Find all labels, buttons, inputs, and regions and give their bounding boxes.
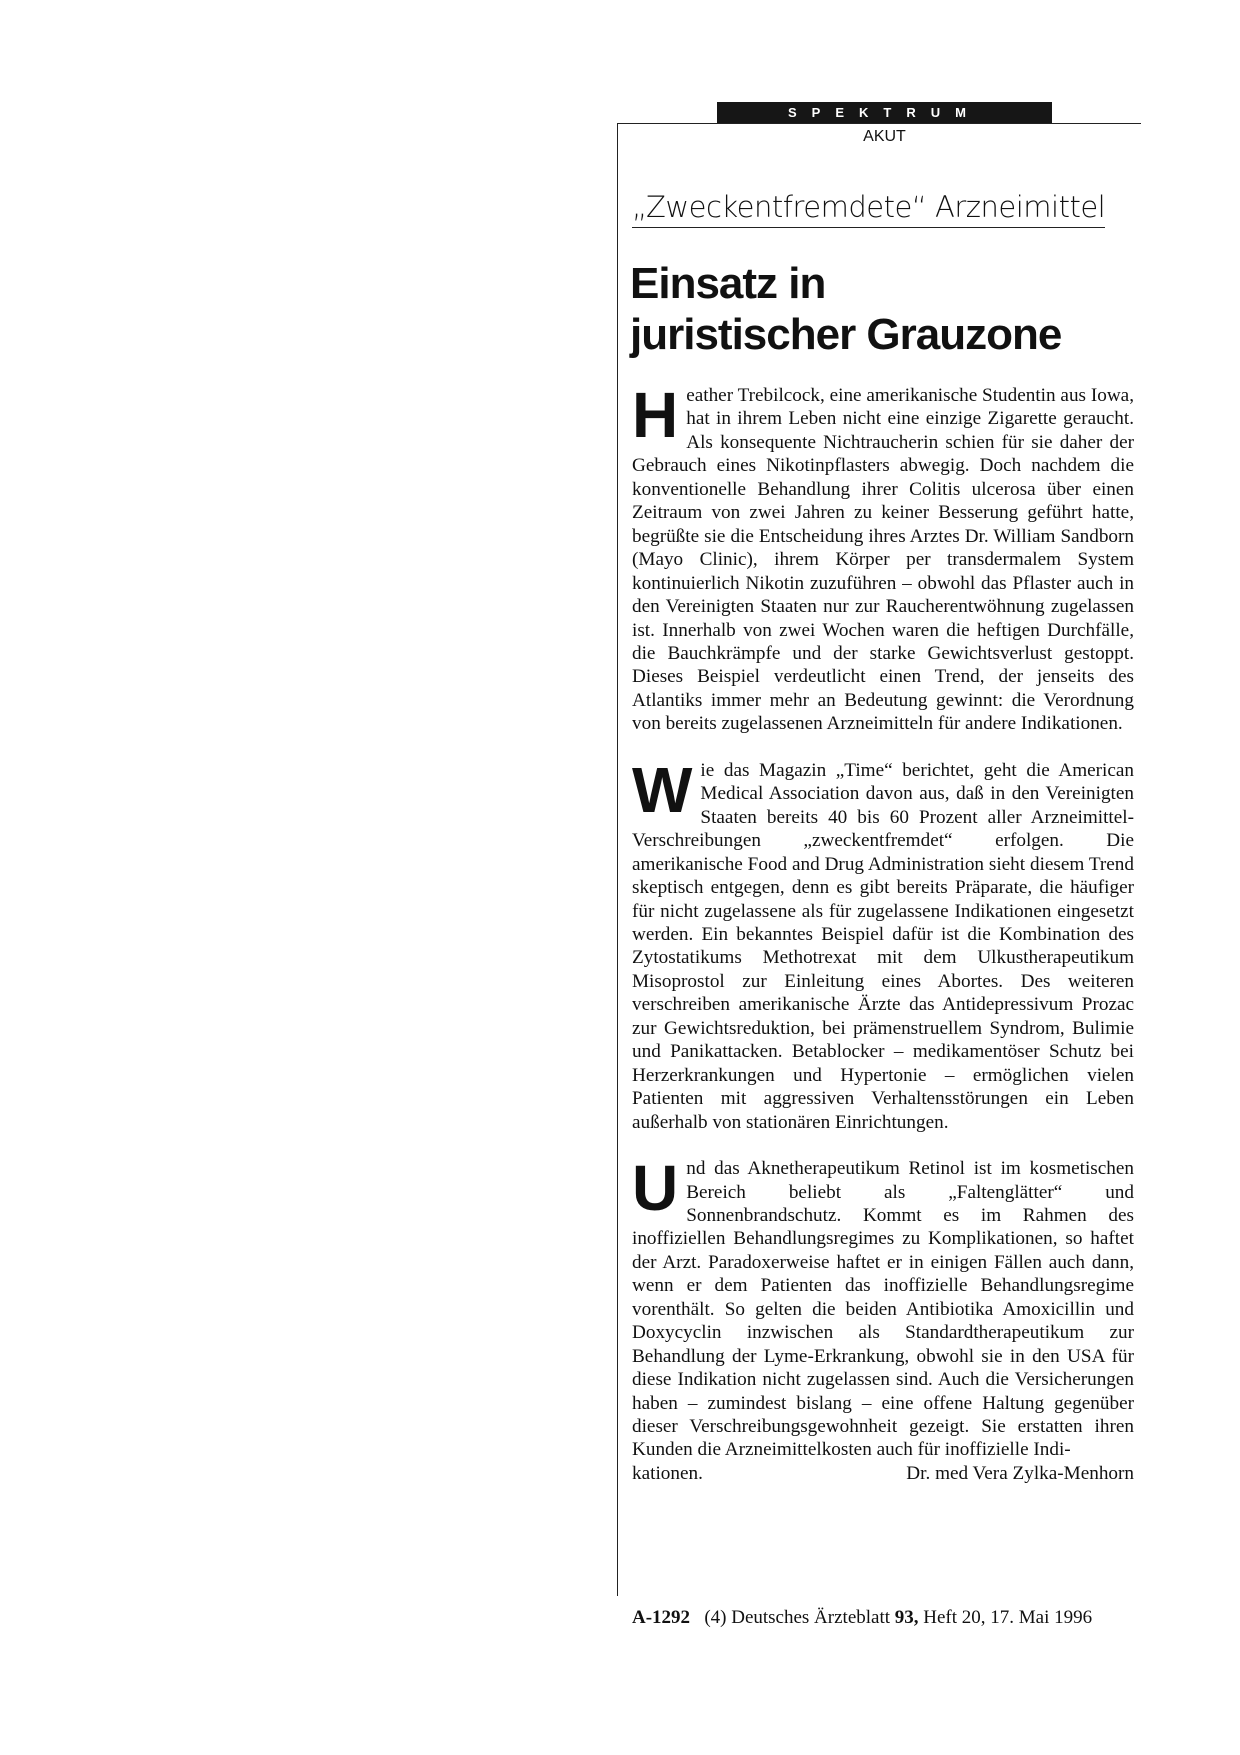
paragraph-3	[632, 1152, 1134, 1462]
header-rule	[617, 123, 1141, 124]
headline-line-2: juristischer Grauzone	[630, 310, 1062, 359]
paragraph-text: ie das Magazin „Time“ berichtet, geht die American Medical Association davon aus, daß in den Vereinigten Staaten bereits 40 bis 60 Prozent aller Arzneimittel-Verschreibungen „zweckentfremdet“ erfolgen. Die amerikanische Food and Drug Administration sieht diesem Trend skeptisch entgegen, denn es gibt bereits Präparate, die häufiger für nicht zugelassene als für zugelassene Indikationen eingesetzt werden. Ein bekanntes Beispiel dafür ist die Kombination des Zytostatikums Methotrexat mit dem Ulkustherapeutikum Misoprostol zur Einleitung eines Abortes. Des weiteren verschreiben amerikanische Ärzte das Antidepressivum Prozac zur Gewichtsreduktion, bei prämenstruellem Syndrom, Bulimie und Panikattacken. Betablocker – medikamentöser Schutz bei Herzerkrankungen und Hypertonie – ermöglichen vielen Patienten mit aggressiven Verhaltensstörungen ein Leben außerhalb von stationären Einrichtungen.	[632, 759, 1134, 1133]
paragraph-2	[632, 753, 1134, 1134]
article-body	[632, 379, 1134, 1485]
page-footer	[632, 1607, 1132, 1629]
article-headline	[630, 258, 1150, 360]
subsection-label: AKUT	[863, 128, 906, 145]
author-byline: Dr. med Vera Zylka-Menhorn	[906, 1462, 1134, 1484]
journal-name: (4) Deutsches Ärzteblatt	[704, 1607, 891, 1628]
dropcap: H	[632, 379, 679, 451]
article-kicker: „Zweckentfremdete“ Arzneimittel	[632, 190, 1105, 228]
journal-volume: 93,	[894, 1607, 919, 1628]
paragraph-1	[632, 379, 1134, 736]
page-reference: A-1292	[632, 1607, 691, 1628]
last-line: kationen.	[632, 1462, 703, 1484]
headline-line-1: Einsatz in	[630, 259, 826, 308]
section-banner: SPEKTRUM	[717, 102, 1052, 123]
paragraph-text: nd das Aknetherapeutikum Retinol ist im kosmetischen Bereich beliebt als „Faltenglätter“ und Sonnenbrandschutz. Kommt es im Rahmen des inoffiziellen Behandlungsregimes zu Komplikationen, so haftet der Arzt. Paradoxerweise haftet er in einigen Fällen auch dann, wenn er dem Patienten das inoffizielle Behandlungsregime vorenthält. So gelten die beiden Antibiotika Amoxicillin und Doxycyclin inzwischen als Standardtherapeutikum zur Behandlung der Lyme-Erkrankung, obwohl sie in den USA für diese Indikation nicht zugelassen sind. Auch die Versicherungen haben – zumindest bislang – eine offene Haltung gegenüber dieser Verschreibungsgewohnheit gezeigt. Sie erstatten ihren Kunden die Arzneimittelkosten auch für inoffizielle Indi-	[632, 1158, 1134, 1461]
paragraph-text: eather Trebilcock, eine amerikanische Studentin aus Iowa, hat in ihrem Leben nicht eine einzige Zigarette geraucht. Als konsequente Nichtraucherin schien für sie daher der Gebrauch eines Nikotinpflasters abwegig. Doch nachdem die konventionelle Behandlung ihrer Colitis ulcerosa über einen Zeitraum von zwei Jahren zu keiner Besserung geführt hatte, begrüßte sie die Entscheidung ihres Arztes Dr. William Sandborn (Mayo Clinic), ihrem Körper per transdermalem System kontinuierlich Nikotin zuzuführen – obwohl das Pflaster auch in den Vereinigten Staaten nur zur Raucherentwöhnung zugelassen ist. Innerhalb von zwei Wochen waren die heftigen Durchfälle, die Bauchkrämpfe und der starke Gewichtsverlust gestoppt. Dieses Beispiel verdeutlicht einen Trend, der jenseits des Atlantiks immer mehr an Bedeutung gewinnt: die Verordnung von bereits zugelassenen Arzneimitteln für andere Indikationen.	[632, 385, 1134, 735]
byline-row	[632, 1462, 1134, 1485]
dropcap: U	[632, 1152, 679, 1225]
column-rule	[617, 124, 618, 1596]
journal-issue: Heft 20, 17. Mai 1996	[923, 1607, 1093, 1628]
dropcap: W	[632, 753, 693, 826]
